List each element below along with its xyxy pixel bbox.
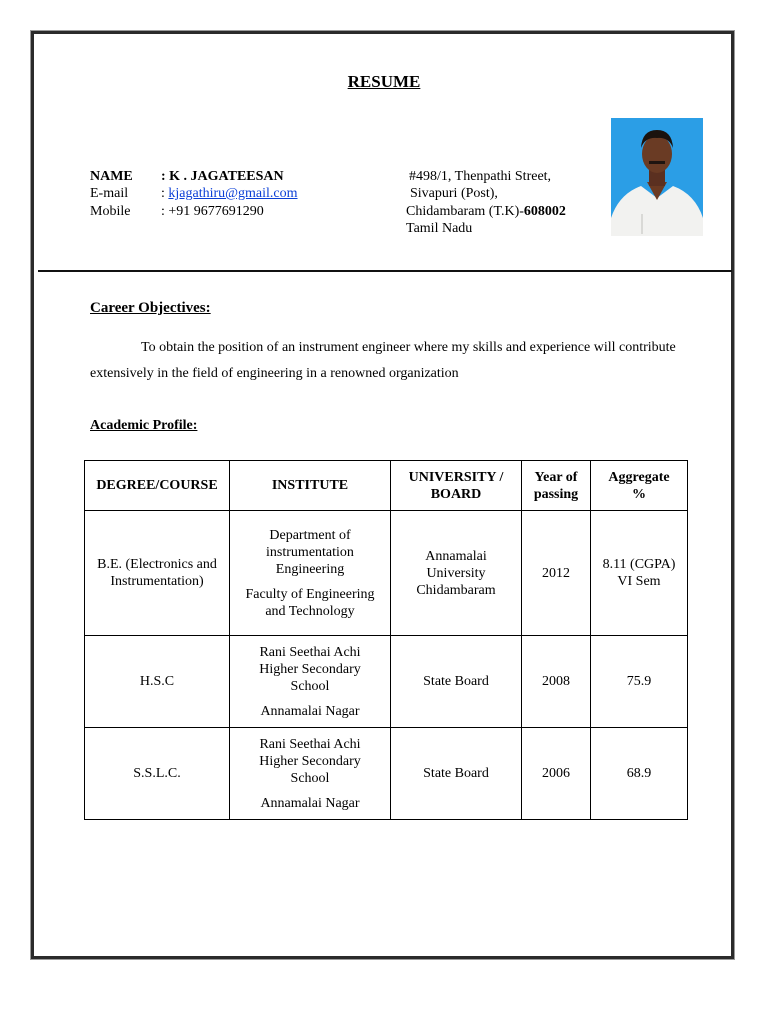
career-objectives-heading: Career Objectives: (90, 300, 211, 316)
email-colon: : (161, 186, 169, 201)
cell-university: State Board (391, 728, 522, 820)
cell-institute (230, 511, 391, 636)
email-link[interactable]: kjagathiru@gmail.com (168, 186, 298, 201)
profile-photo (611, 118, 703, 236)
address-line-4: Tamil Nadu (406, 221, 473, 236)
cell-aggregate: 75.9 (591, 636, 688, 728)
university-line-1: Annamalai (425, 548, 487, 564)
address-pincode: 608002 (523, 204, 566, 219)
institute-line-4: Faculty of Engineering (245, 586, 375, 602)
mobile-value: : +91 9677691290 (161, 204, 264, 219)
cell-university: State Board (391, 636, 522, 728)
header-divider (38, 270, 732, 272)
header-university-line-2: BOARD (430, 486, 482, 502)
address-city: Chidambaram (T.K)- (406, 204, 524, 219)
header-aggregate (591, 461, 688, 511)
address-line-3 (406, 204, 566, 220)
email-label: E-mail (90, 186, 129, 201)
university-line-2: University (426, 565, 486, 581)
institute-line-4: Annamalai Nagar (260, 795, 360, 811)
header-aggregate-line-2: % (632, 486, 646, 502)
table-row (85, 636, 688, 728)
address-line-2: Sivapuri (Post), (410, 186, 498, 201)
cell-year: 2012 (522, 511, 591, 636)
institute-line-1: Rani Seethai Achi (259, 644, 361, 660)
header-university (391, 461, 522, 511)
header-year (522, 461, 591, 511)
email-row (161, 186, 298, 202)
header-year-line-1: Year of (534, 469, 578, 485)
table-row (85, 511, 688, 636)
name-value: : K . JAGATEESAN (161, 169, 284, 184)
academic-table (84, 460, 688, 820)
cell-degree: H.S.C (85, 636, 230, 728)
career-objectives-line-2: extensively in the field of engineering in a renowned organization (90, 366, 459, 381)
cell-aggregate (591, 511, 688, 636)
cell-institute (230, 728, 391, 820)
degree-line-2: Instrumentation) (110, 574, 204, 589)
institute-line-3: School (290, 678, 330, 694)
institute-line-2: instrumentation (266, 544, 354, 560)
header-institute: INSTITUTE (230, 461, 391, 511)
name-label: NAME (90, 169, 133, 184)
degree-line-1: B.E. (Electronics and (97, 557, 217, 572)
institute-line-5: and Technology (265, 603, 355, 619)
cell-institute (230, 636, 391, 728)
cell-degree: S.S.L.C. (85, 728, 230, 820)
institute-line-3: Engineering (275, 561, 345, 577)
career-objectives-text (90, 335, 730, 387)
mobile-label: Mobile (90, 204, 131, 219)
cell-year: 2008 (522, 636, 591, 728)
academic-profile-heading: Academic Profile: (90, 418, 198, 433)
institute-line-2: Higher Secondary (259, 661, 361, 677)
career-objectives-line-1: To obtain the position of an instrument engineer where my skills and experience will contribute (141, 340, 676, 355)
header-university-line-1: UNIVERSITY / (408, 469, 504, 485)
aggregate-line-2: VI Sem (617, 574, 661, 589)
address-line-1: #498/1, Thenpathi Street, (409, 169, 552, 184)
institute-line-1: Rani Seethai Achi (259, 736, 361, 752)
institute-line-1: Department of (269, 527, 351, 543)
header-year-line-2: passing (533, 486, 579, 502)
table-row (85, 728, 688, 820)
cell-year: 2006 (522, 728, 591, 820)
cell-university (391, 511, 522, 636)
institute-line-2: Higher Secondary (259, 753, 361, 769)
aggregate-line-1: 8.11 (CGPA) (602, 557, 676, 572)
university-line-3: Chidambaram (416, 582, 496, 598)
institute-line-4: Annamalai Nagar (260, 703, 360, 719)
header-degree: DEGREE/COURSE (85, 461, 230, 511)
page-title: RESUME (347, 72, 421, 91)
institute-line-3: School (290, 770, 330, 786)
table-header-row (85, 461, 688, 511)
cell-aggregate: 68.9 (591, 728, 688, 820)
cell-degree (85, 511, 230, 636)
header-aggregate-line-1: Aggregate (608, 469, 670, 485)
